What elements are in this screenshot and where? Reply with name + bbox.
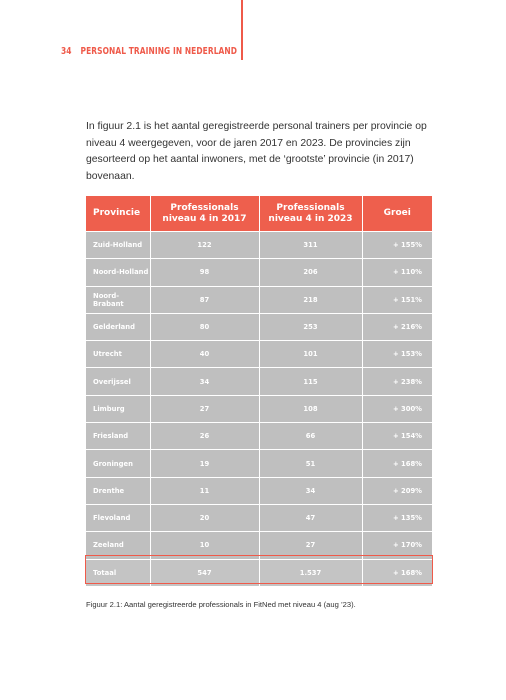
cell-province: Limburg bbox=[86, 395, 150, 422]
cell-province: Noord-Holland bbox=[86, 259, 150, 286]
running-title: PERSONAL TRAINING IN NEDERLAND bbox=[80, 46, 238, 57]
cell-2023: 34 bbox=[259, 477, 362, 504]
cell-2023: 206 bbox=[259, 259, 362, 286]
cell-2023: 47 bbox=[259, 504, 362, 531]
cell-2023: 66 bbox=[259, 423, 362, 450]
cell-growth: + 110% bbox=[362, 259, 432, 286]
cell-2017: 40 bbox=[150, 341, 259, 368]
table-row bbox=[86, 395, 432, 422]
cell-province: Flevoland bbox=[86, 504, 150, 531]
table-row bbox=[86, 450, 432, 477]
cell-2017: 10 bbox=[150, 532, 259, 559]
cell-growth: + 153% bbox=[362, 341, 432, 368]
cell-growth: + 170% bbox=[362, 532, 432, 559]
header-niveau4-2017: Professionals niveau 4 in 2017 bbox=[150, 196, 259, 232]
cell-growth: + 216% bbox=[362, 313, 432, 340]
provinces-table bbox=[86, 196, 432, 586]
cell-growth: + 135% bbox=[362, 504, 432, 531]
table-row bbox=[86, 423, 432, 450]
table-row bbox=[86, 477, 432, 504]
cell-2023: 108 bbox=[259, 395, 362, 422]
cell-2023: 115 bbox=[259, 368, 362, 395]
cell-2023: 218 bbox=[259, 286, 362, 313]
table-row bbox=[86, 232, 432, 259]
table-row bbox=[86, 368, 432, 395]
figure-caption: Figuur 2.1: Aantal geregistreerde professionals in FitNed met niveau 4 (aug ’23). bbox=[86, 600, 356, 609]
cell-2023: 311 bbox=[259, 232, 362, 259]
cell-growth: + 155% bbox=[362, 232, 432, 259]
cell-2023: 101 bbox=[259, 341, 362, 368]
cell-2017: 20 bbox=[150, 504, 259, 531]
table-row bbox=[86, 313, 432, 340]
cell-2017: 122 bbox=[150, 232, 259, 259]
cell-province: Utrecht bbox=[86, 341, 150, 368]
table-row bbox=[86, 532, 432, 559]
cell-2017: 19 bbox=[150, 450, 259, 477]
cell-growth: + 168% bbox=[362, 450, 432, 477]
decorative-vertical-line bbox=[241, 0, 243, 60]
cell-2023: 51 bbox=[259, 450, 362, 477]
cell-province: Gelderland bbox=[86, 313, 150, 340]
cell-total-2017: 547 bbox=[150, 559, 259, 586]
running-header bbox=[61, 46, 237, 57]
header-provincie: Provincie bbox=[86, 196, 150, 232]
cell-2017: 11 bbox=[150, 477, 259, 504]
cell-province: Zeeland bbox=[86, 532, 150, 559]
cell-2023: 253 bbox=[259, 313, 362, 340]
cell-growth: + 238% bbox=[362, 368, 432, 395]
cell-province: Zuid-Holland bbox=[86, 232, 150, 259]
cell-2017: 87 bbox=[150, 286, 259, 313]
page-number: 34 bbox=[61, 46, 72, 57]
cell-2017: 98 bbox=[150, 259, 259, 286]
table-header-row bbox=[86, 196, 432, 232]
cell-2017: 26 bbox=[150, 423, 259, 450]
cell-province: Groningen bbox=[86, 450, 150, 477]
cell-province: Drenthe bbox=[86, 477, 150, 504]
header-niveau4-2023: Professionals niveau 4 in 2023 bbox=[259, 196, 362, 232]
cell-province: Overijssel bbox=[86, 368, 150, 395]
cell-province: Friesland bbox=[86, 423, 150, 450]
cell-total-growth: + 168% bbox=[362, 559, 432, 586]
table-row bbox=[86, 259, 432, 286]
cell-growth: + 154% bbox=[362, 423, 432, 450]
header-groei: Groei bbox=[362, 196, 432, 232]
cell-2023: 27 bbox=[259, 532, 362, 559]
table-row bbox=[86, 504, 432, 531]
intro-paragraph: In figuur 2.1 is het aantal geregistreerde personal trainers per provincie op niveau 4 weergegeven, voor de jaren 2017 en 2023. De provincies zijn gesorteerd op het aantal inwoners, met de ‘grootste’ provincie (in 2017) bovenaan. bbox=[86, 121, 427, 182]
table-row bbox=[86, 286, 432, 313]
table-row bbox=[86, 341, 432, 368]
cell-growth: + 209% bbox=[362, 477, 432, 504]
cell-2017: 27 bbox=[150, 395, 259, 422]
cell-total-2023: 1.537 bbox=[259, 559, 362, 586]
cell-total-label: Totaal bbox=[86, 559, 150, 586]
cell-growth: + 151% bbox=[362, 286, 432, 313]
cell-province: Noord-Brabant bbox=[86, 286, 150, 313]
table-total-row bbox=[86, 559, 432, 586]
cell-2017: 80 bbox=[150, 313, 259, 340]
cell-growth: + 300% bbox=[362, 395, 432, 422]
cell-2017: 34 bbox=[150, 368, 259, 395]
